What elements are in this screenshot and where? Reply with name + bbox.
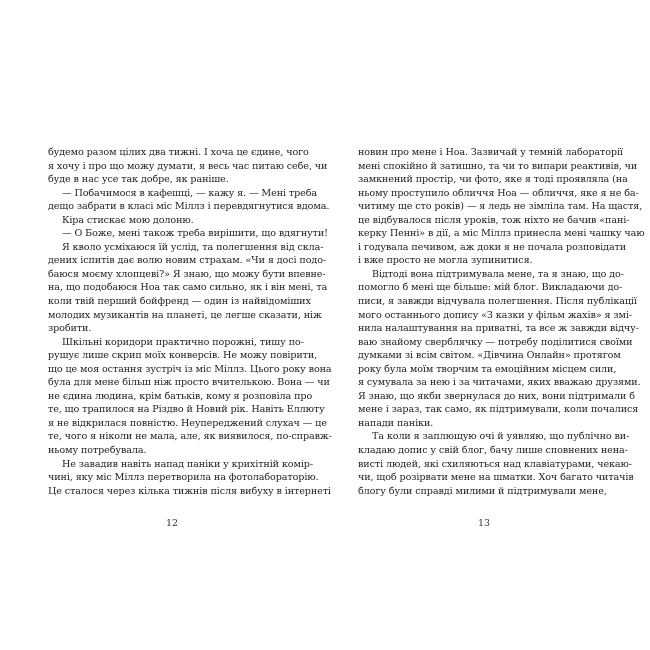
text-line: це відбувалося після уроків, тож ніхто не бачив «пані- [358,214,630,226]
text-line: дещо забрати в класі міс Міллз і перевдягнутися вдома. [48,201,330,213]
text-line: на, що подобаюся Ноа так само сильно, як і він мені, та [48,282,328,294]
text-line: замкнений простір, чи фото, яке я тоді проявляла (на [358,174,628,186]
text-line: Це сталося через кілька тижнів після вибуху в інтернеті [48,485,331,497]
text-line: що це моя остання зустріч із міс Міллз. Цього року вона [48,363,332,375]
text-line: чині, яку міс Міллз перетворила на фотолабораторію. [48,472,319,484]
text-line: напади паніки. [358,417,434,429]
text-line: чи, щоб розірвати мене на шматки. Хоч багато читачів [358,472,634,484]
text-line: те, чого я ніколи не мала, але, як виявилося, по-справж- [48,431,332,443]
text-line: Кіра стискає мою долоню. [62,214,194,226]
text-line: Та коли я заплющую очі й уявляю, що публічно ви- [372,431,630,443]
text-line: Шкільні коридори практично порожні, тишу по- [62,336,304,348]
text-line: не єдина людина, крім батьків, кому я розповіла про [48,390,313,402]
text-line: ваю знайому сверблячку — потребу поділитися своїми [358,336,633,348]
text-line: року була моїм творчим та емоційним місцем сили, [358,363,617,375]
text-line: будемо разом цілих два тижні. І хоча це єдине, чого [48,147,309,158]
text-line: те, що трапилося на Різдво й Новий рік. Навіть Еллюту [48,404,325,416]
text-line: — Побачимося в кафешці, — кажу я. — Мені треба [62,187,318,199]
text-line: блогу були справді милими й підтримували мене, [358,485,607,497]
text-line: мені спокійно й затишно, та чи то випари реактивів, чи [358,160,638,172]
text-line: новин про мене і Ноа. Зазвичай у темній лабораторії [358,147,623,158]
left-page-text [48,146,332,498]
text-line: мого останнього допису «З казки у фільм жахів» я змі- [358,309,632,321]
text-line: буде в нас усе так добре, як раніше. [48,174,229,186]
text-line: Я знаю, що якби звернулася до них, вони підтримали б [358,390,635,402]
text-line: рушує лише скрип моїх конверсів. Не можу повірити, [48,350,318,362]
text-line: дених іспитів дає волю новим страхам. «Чи я досі подо- [48,255,327,267]
text-line: ньому проступило обличчя Ноа — обличчя, яке я не ба- [358,187,639,199]
text-line: я не відкрилася повністю. Неупереджений слухач — це [48,417,327,429]
text-line: мене і зараз, так само, як підтримували, коли почалися [358,404,639,416]
text-line: думками зі всім світом. «Дівчина Онлайн» протягом [358,350,621,362]
text-line: молодих музикантів на планеті, це легше сказати, ніж [48,309,322,321]
text-line: зробити. [48,323,92,335]
text-line: баюся моєму хлопцеві?» Я знаю, що можу бути впевне- [48,268,326,280]
text-line: Відтоді вона підтримувала мене, та я знаю, що до- [372,268,624,280]
text-line: Не завадив навіть напад паніки у крихітній комір- [62,458,313,470]
left-page-number: 12 [166,518,179,529]
text-line: читиму ще сто років) — я ледь не зімліла там. На щастя, [358,201,643,213]
right-page-text [358,146,645,498]
text-line: була для мене більш ніж просто вчителькою. Вона — чи [48,377,330,389]
text-line: ньому потребувала. [48,445,147,457]
right-page-number: 13 [478,518,491,529]
text-line: кладаю допис у свій блог, бачу лише сповнених нена- [358,445,628,457]
text-line: нила налаштування на приватні, та все ж завжди відчу- [358,323,639,335]
text-line: коли твій перший бойфренд — один із найвідоміших [48,296,311,308]
text-line: і вже просто не могла зупинитися. [358,255,533,267]
text-line: — О Боже, мені також треба вирішити, що вдягнути! [62,228,328,240]
text-line: Я кволо усміхаюся їй услід, та полегшення від скла- [62,241,324,253]
text-line: писи, я завжди відчувала полегшення. Після публікації [358,296,637,308]
text-line: висті людей, які схиляються над клавіатурами, чекаю- [358,458,632,470]
text-line: помогло б мені ще більше: мій блог. Викладаючи до- [358,282,623,294]
text-line: я сумувала за нею і за читачами, яких вважаю друзями. [358,377,641,389]
text-line: керку Пенні» в дії, а міс Міллз принесла мені чашку чаю [358,228,645,240]
text-line: я хочу і про що можу думати, я весь час питаю себе, чи [48,160,328,172]
text-line: і годувала печивом, аж доки я не почала розповідати [358,241,627,253]
